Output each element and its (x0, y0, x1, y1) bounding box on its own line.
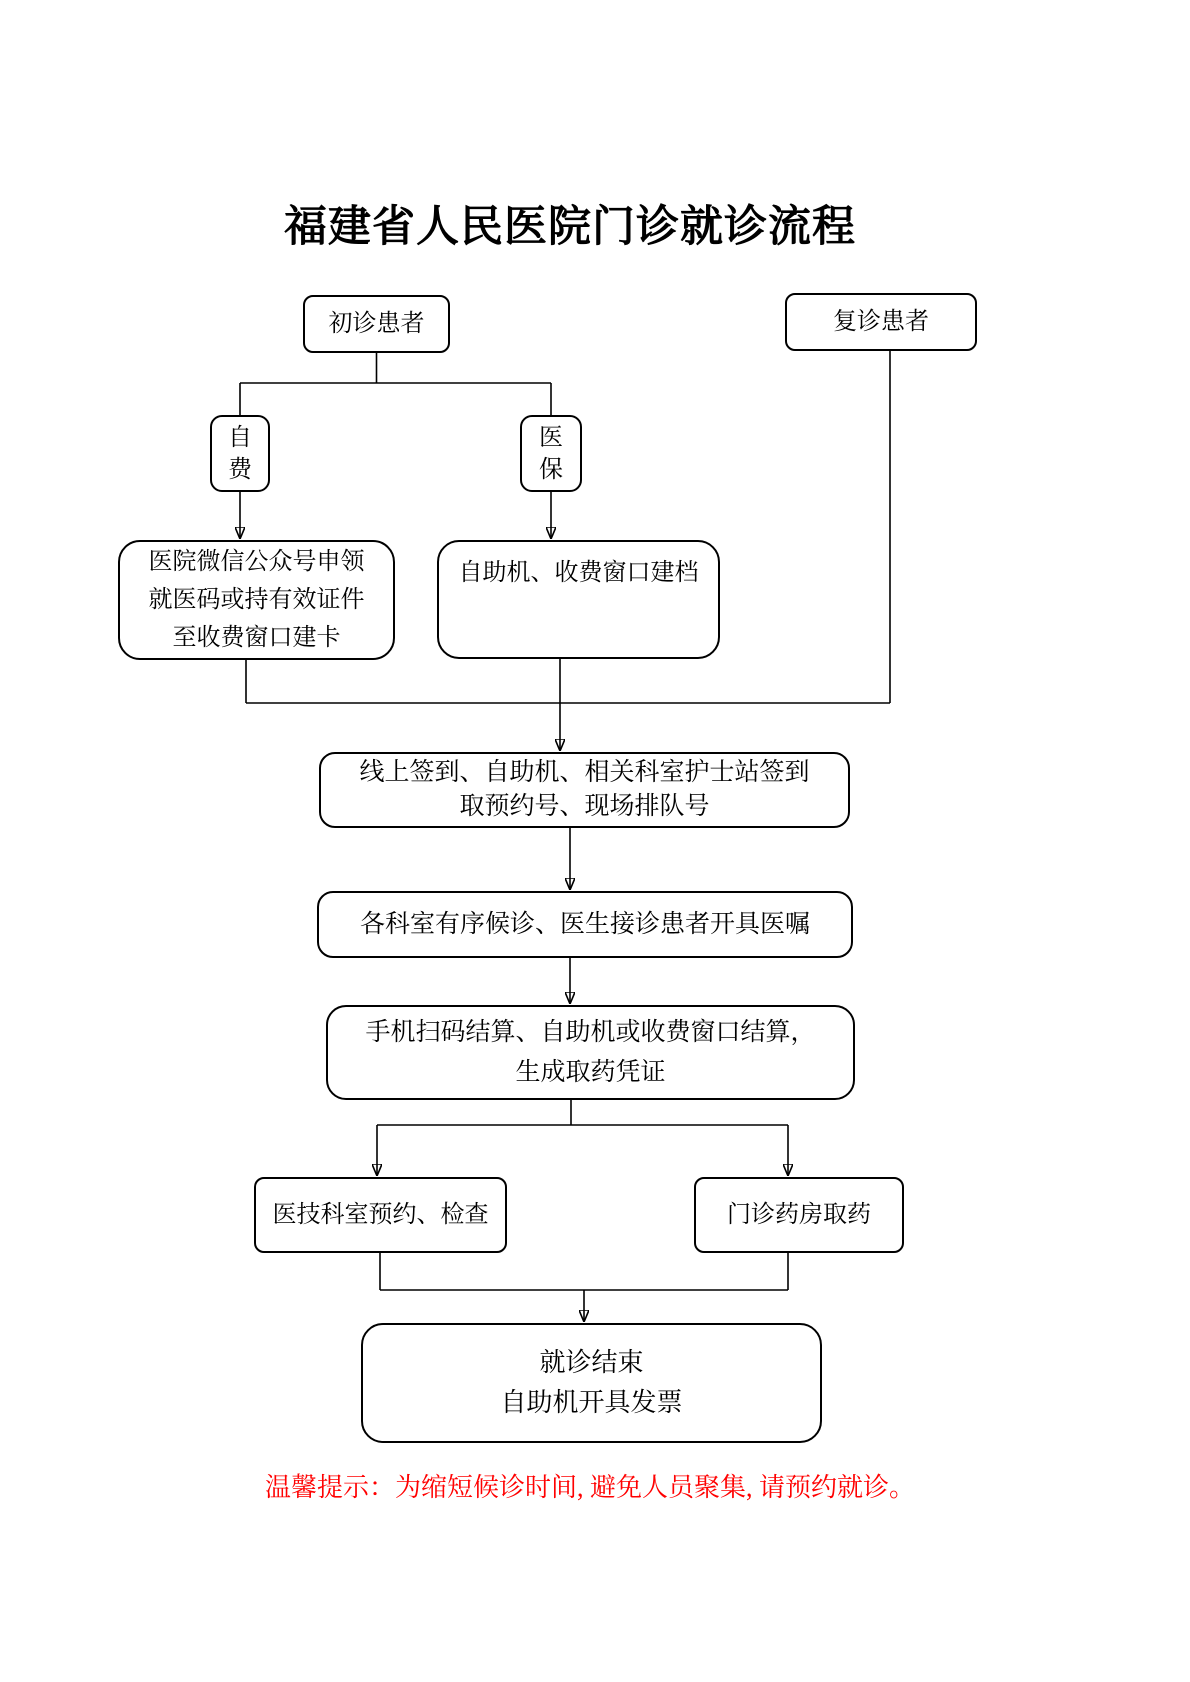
node-label: 就诊结束 (539, 1348, 644, 1377)
node-label: 复诊患者 (833, 309, 929, 335)
node-finish (361, 1323, 822, 1443)
node-label: 线上签到、自助机、相关科室护士站签到 (359, 759, 810, 786)
node-label: 各科室有序候诊、医生接诊患者开具医嘱 (359, 910, 810, 938)
node-first-visit-patient (303, 295, 450, 353)
node-sign-in (319, 752, 850, 828)
node-label: 就医码或持有效证件 (148, 587, 365, 613)
node-label: 保 (539, 456, 563, 483)
node-medical-insurance (520, 415, 582, 492)
node-label: 生成取药凭证 (515, 1058, 666, 1086)
node-wechat-card (118, 540, 395, 660)
node-settlement (326, 1005, 855, 1100)
node-label: 至收费窗口建卡 (172, 625, 341, 651)
node-label: 手机扫码结算、自助机或收费窗口结算， (365, 1018, 816, 1046)
node-label: 医技科室预约、检查 (272, 1202, 489, 1228)
node-label: 医院微信公众号申领 (148, 549, 365, 575)
node-label: 取预约号、现场排队号 (459, 793, 710, 820)
node-label: 自助机、收费窗口建档 (458, 560, 699, 586)
node-create-file (437, 540, 720, 659)
node-label: 门诊药房取药 (727, 1202, 871, 1228)
node-return-visit-patient (785, 293, 977, 351)
node-label: 自助机开具发票 (500, 1388, 683, 1417)
node-label: 初诊患者 (328, 311, 425, 337)
reminder-note: 温馨提示：为缩短候诊时间, 避免人员聚集, 请预约就诊。 (264, 1473, 915, 1502)
node-consult (317, 891, 853, 958)
page-title: 福建省人民医院门诊就诊流程 (284, 204, 856, 251)
node-label: 自 (228, 424, 252, 451)
node-self-pay (210, 415, 270, 492)
node-med-tech (254, 1177, 507, 1253)
node-label: 医 (539, 424, 563, 451)
node-pharmacy (694, 1177, 904, 1253)
node-label: 费 (228, 456, 252, 483)
